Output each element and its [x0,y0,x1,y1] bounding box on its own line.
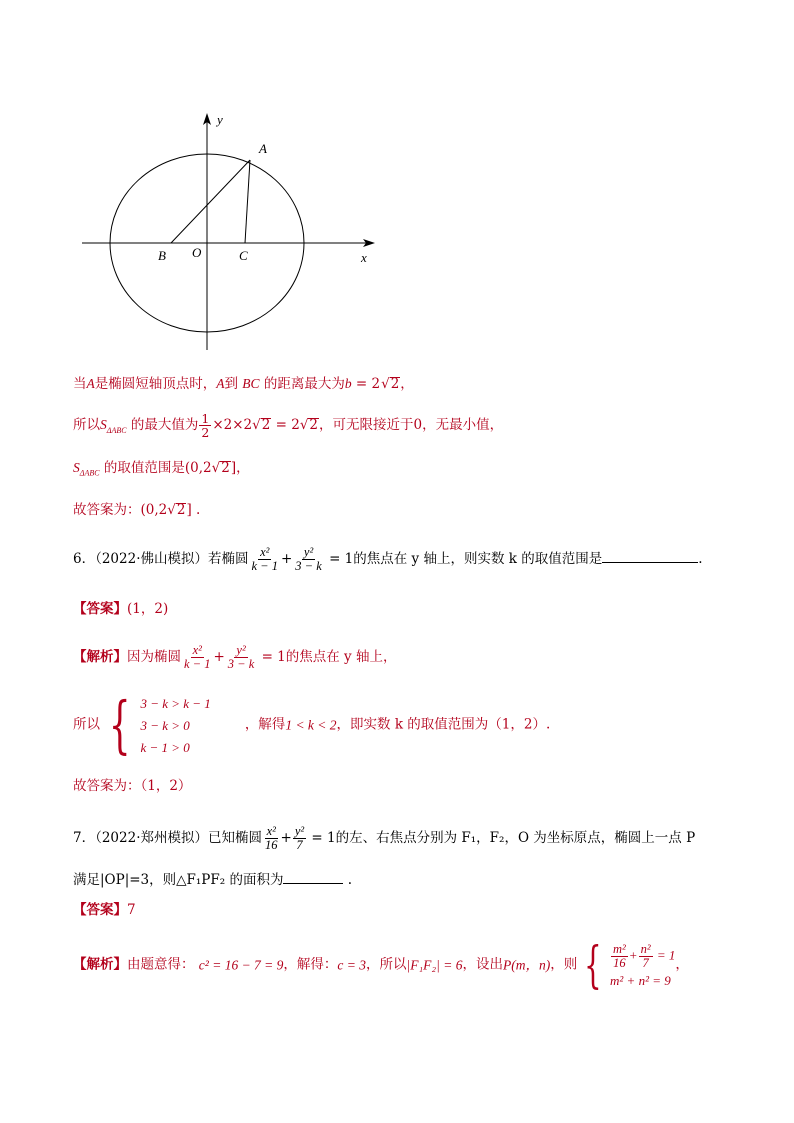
q7-analysis [73,936,689,994]
answer-blank [283,883,343,884]
math: c = 3 [337,957,367,973]
text: ， [675,956,689,973]
denominator: 16 [265,838,278,853]
denominator: 7 [296,838,303,853]
text: ，即实数 k 的取值范围为（1，2）. [336,716,551,733]
math: = 1 [257,649,286,666]
text: 所以 [73,417,100,434]
math-S: S [100,417,107,433]
math: (0,2 [184,460,212,476]
sol5-line4: 故答案为：(0,2√2] . [73,502,201,518]
system-rows [610,943,675,987]
denominator: 3 − k [295,559,322,574]
answer-value: 7 [127,902,136,918]
label-x: x [361,250,367,265]
math: (0,2 [140,502,168,518]
math: 1 < k < 2 [285,717,337,733]
q6-final [73,780,191,794]
left-brace: { [108,688,131,761]
math-A: A [86,376,95,391]
answer-label: 【答案】 [73,902,127,918]
text: 因为椭圆 [127,649,181,666]
math: |F₁F₂| = 6 [406,957,463,973]
denominator: 16 [613,956,626,970]
math: ] [230,460,237,476]
text: ， [400,376,414,392]
question-text: 满足|OP|=3，则△F₁PF₂ 的面积为 [73,872,284,888]
segment-BA [171,160,250,243]
numerator: y² [303,545,314,559]
sqrt-arg: 2 [390,376,400,392]
q6-analysis-2 [73,688,551,761]
q7-question-line2 [73,874,352,888]
segment-AC [245,160,250,243]
text: 故答案为： [73,502,141,518]
system-row: m² + n² = 9 [610,973,671,989]
q7-answer [73,904,136,918]
math: = 2 [351,376,381,392]
fraction [226,644,256,671]
label-A: A [259,141,267,156]
numerator: n² [640,941,651,956]
fraction [639,943,653,970]
left-brace: { [584,936,602,994]
question-head: 7．（2022·郑州模拟）已知椭圆 [73,830,262,847]
numerator: x² [266,824,276,838]
text: . [347,872,353,888]
text: . [698,551,703,568]
denominator: 2 [201,425,210,441]
text: ， [236,460,250,476]
sol5-line2: 所以$S_{\Delta ABC}$ 的最大值为 $\frac{1}{2}$ ×2×2√2 = 2√2，可无限接近于0，无最小值， [73,411,504,441]
math: c² = 16 − 7 = 9 [198,957,284,973]
answer-label: 【答案】 [73,601,127,617]
inequality-system [100,688,211,761]
system-rows [140,697,210,754]
fraction [293,546,323,573]
math: ×2×2 [212,417,253,434]
sol5-line1: 当A是椭圆短轴顶点时，A到 BC 的距离最大为b = 2√2， [73,376,414,392]
text: 的取值范围是 [103,460,185,476]
text: 是椭圆短轴顶点时， [94,376,217,392]
text: 的焦点在 y 轴上， [285,649,397,666]
math: = 1 [324,551,354,568]
text: 当 [73,376,87,392]
text: 由题意得： [127,956,195,973]
math-BC: BC [242,376,260,391]
label-O: O [192,245,202,260]
text: ，解得： [283,956,338,973]
q6-analysis-1 [73,644,396,671]
numerator: m² [613,941,626,956]
sol5-line3: $S_{\Delta ABC}$ 的取值范围是(0,2√2]， [73,460,250,478]
text: ，则 [550,956,578,973]
math: ] . [186,502,201,518]
denominator: k − 1 [251,559,278,574]
answer-blank [602,562,698,563]
question-tail: 的焦点在 y 轴上，则实数 k 的取值范围是 [353,551,603,568]
numerator: x² [260,545,270,559]
sqrt-arg: 2 [309,417,319,434]
text: ，解得 [244,716,286,733]
denominator: k − 1 [184,657,211,672]
math: = 1 [653,947,676,963]
operator: + [280,551,293,568]
text: 所以 [73,716,100,733]
question-head: 6．（2022·佛山模拟）若椭圆 [73,551,249,568]
q6-answer [73,603,168,617]
fraction [182,644,212,671]
fraction [250,546,280,573]
numerator: 1 [201,411,210,426]
text: 的最大值为 [130,417,199,434]
text: ，所以 [366,956,407,973]
numerator: y² [294,824,305,838]
sqrt-arg: 2 [221,460,230,476]
analysis-label: 【解析】 [73,956,127,973]
operator: + [280,830,292,847]
fraction-half [199,412,211,439]
math: P(m，n) [502,957,551,973]
analysis-label: 【解析】 [73,649,127,666]
label-B: B [158,248,166,263]
numerator: y² [236,643,246,657]
subscript: ΔABC [106,425,127,435]
denominator: 3 − k [227,657,255,672]
subscript: ΔABC [79,468,100,478]
q7-question [73,825,695,852]
operator: + [213,649,225,666]
sqrt-arg: 2 [261,417,271,434]
inequality: k − 1 > 0 [140,739,190,755]
fraction [263,825,280,852]
inequality: 3 − k > k − 1 [140,695,211,711]
math: = 1 [307,830,336,847]
fraction [611,943,628,970]
final-answer: 故答案为：（1，2） [73,778,192,794]
inequality: 3 − k > 0 [140,717,190,733]
math-A: A [216,376,225,391]
question-tail: 的左、右焦点分别为 F₁，F₂，O 为坐标原点，椭圆上一点 P [335,830,696,847]
fraction [293,825,306,852]
math-b: b [344,376,352,391]
math: = 2 [271,417,300,434]
label-y: y [217,112,223,127]
sqrt-arg: 2 [176,502,186,518]
text: ，设出 [462,956,503,973]
system-row: $\frac{\text{m²}}{16}$ + $\frac{\text{n²}}{7}$ = 1 [613,941,676,970]
q6-question [73,546,703,573]
answer-value: (1，2) [127,601,169,617]
math-S: S [73,460,80,475]
denominator: 7 [642,956,649,970]
text: 的距离最大为 [263,376,345,392]
ellipse-diagram [80,110,380,355]
equation-system [577,936,676,994]
numerator: x² [192,643,202,657]
text: 到 [224,376,238,392]
label-C: C [239,248,248,263]
text: ，可无限接近于0，无最小值， [319,417,504,434]
